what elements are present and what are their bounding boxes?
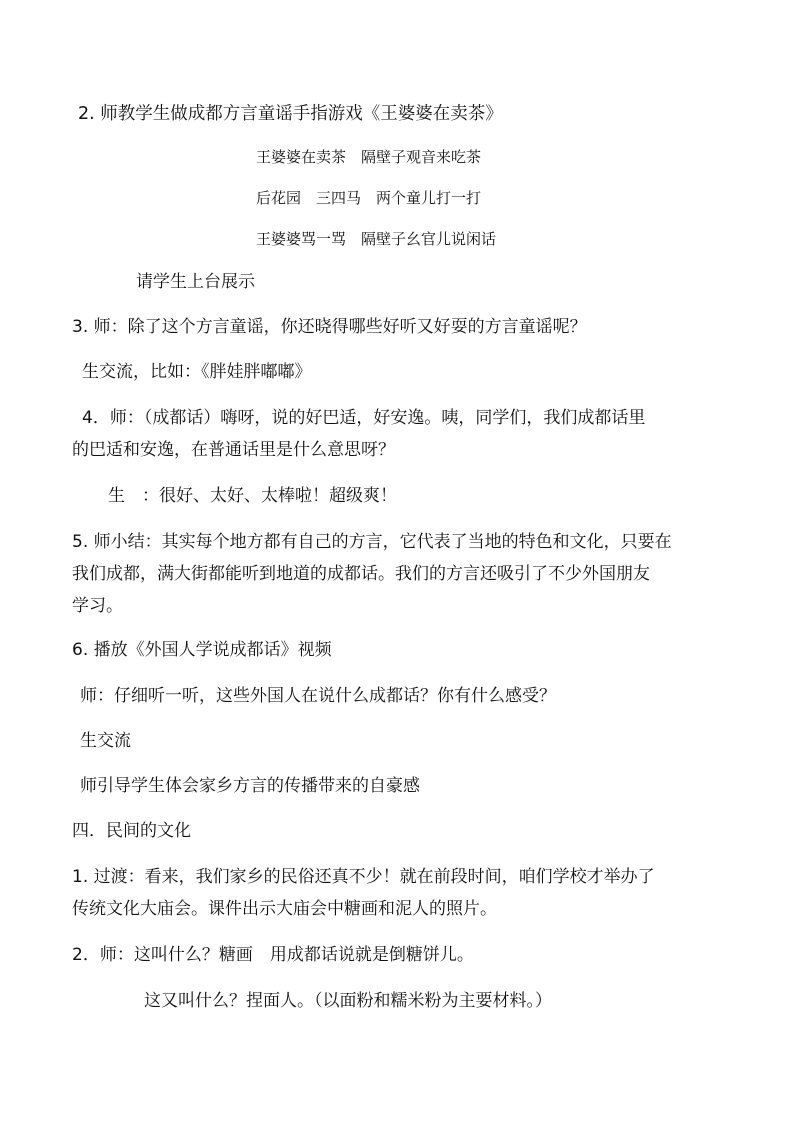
rhyme-line-2: 后花园 三四马 两个童儿打一打 — [256, 189, 482, 207]
student-answer-text: 生 ：很好、太好、太棒啦！超级爽！ — [108, 486, 397, 506]
paragraph-item-3: 3. 师：除了这个方言童谣，你还晓得哪些好听又好耍的方言童谣呢？ — [72, 317, 587, 337]
paragraph-item-5-line-2: 我们成都，满大街都能听到地道的成都话。我们的方言还吸引了不少外国朋友 — [72, 564, 650, 584]
paragraph-item-6: 6. 播放《外国人学说成都话》视频 — [72, 640, 332, 660]
paragraph-item-4-line-2: 的巴适和安逸，在普通话里是什么意思呀？ — [72, 440, 395, 460]
paragraph-item-2-followup: 这又叫什么？捏面人。（以面粉和糯米粉为主要材料。） — [144, 991, 552, 1011]
paragraph-item-2-question: 2．师：这叫什么？糖画 用成都话说就是倒糖饼儿。 — [72, 945, 474, 965]
student-presentation-text: 请学生上台展示 — [136, 272, 255, 292]
rhyme-line-1: 王婆婆在卖茶 隔壁子观音来吃茶 — [256, 148, 482, 166]
paragraph-transition-line-1: 1. 过渡：看来，我们家乡的民俗还真不少！就在前段时间，咱们学校才举办了 — [72, 867, 655, 887]
paragraph-item-5-line-3: 学习。 — [72, 596, 123, 616]
paragraph-item-4-line-1: 4．师：（成都话）嗨呀，说的好巴适，好安逸。咦，同学们，我们成都话里 — [82, 408, 646, 428]
rhyme-line-3: 王婆婆骂一骂 隔壁子幺官儿说闲话 — [256, 230, 497, 248]
section-item-2-heading: 2. 师教学生做成都方言童谣手指游戏《王婆婆在卖茶》 — [78, 104, 503, 124]
teacher-guidance-text: 师引导学生体会家乡方言的传播带来的自豪感 — [80, 776, 420, 796]
student-exchange-text: 生交流，比如：《胖娃胖嘟嘟》 — [82, 362, 312, 382]
student-discussion-text: 生交流 — [80, 731, 131, 751]
paragraph-transition-line-2: 传统文化大庙会。课件出示大庙会中糖画和泥人的照片。 — [72, 899, 497, 919]
teacher-question-text: 师：仔细听一听，这些外国人在说什么成都话？你有什么感受？ — [80, 686, 556, 706]
section-four-heading: 四．民间的文化 — [72, 821, 191, 841]
paragraph-item-5-line-1: 5. 师小结：其实每个地方都有自己的方言，它代表了当地的特色和文化，只要在 — [72, 532, 672, 552]
